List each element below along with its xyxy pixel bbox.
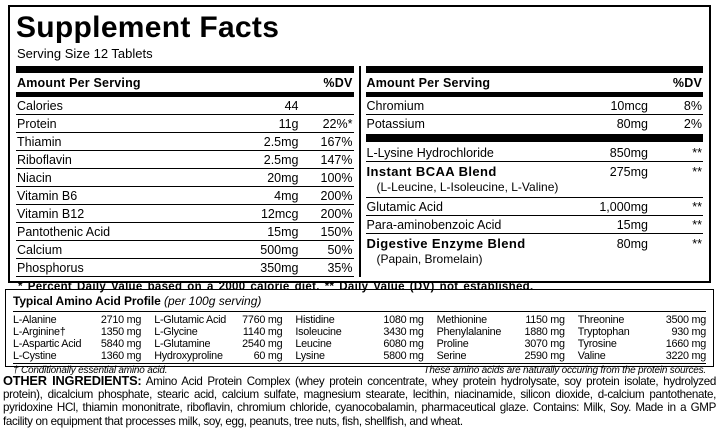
nutrient-name: Phosphorus — [17, 261, 84, 275]
amino-acid-table — [13, 312, 706, 363]
amino-name: L-Arginine† — [13, 326, 66, 338]
nutrient-name: Digestive Enzyme Blend — [366, 236, 526, 251]
nutrient-dv: 50% — [327, 243, 353, 257]
amino-value: 3070 mg — [524, 338, 565, 350]
nutrient-row — [366, 97, 704, 114]
nutrient-name: Potassium — [366, 117, 425, 131]
amino-value: 60 mg — [253, 350, 283, 362]
amino-value: 3220 mg — [665, 350, 706, 362]
nutrient-name: Glutamic Acid — [366, 200, 443, 214]
nutrient-name: Riboflavin — [17, 153, 72, 167]
other-ingredients-label: OTHER INGREDIENTS: — [3, 373, 142, 388]
nutrient-dv: 35% — [327, 261, 353, 275]
nutrient-row — [366, 114, 704, 132]
blend-components: (Papain, Bromelain) — [376, 252, 483, 266]
amino-row — [295, 338, 423, 350]
nutrient-rows-left — [16, 97, 354, 277]
amino-row — [295, 326, 423, 338]
amino-name: Leucine — [295, 338, 332, 350]
amino-row — [154, 338, 282, 350]
amino-row — [295, 350, 423, 362]
dv-label: %DV — [323, 76, 353, 90]
amino-name: Valine — [577, 350, 606, 362]
conditional-amino-note: † Conditionally essential amino acid. — [13, 365, 168, 376]
nutrient-amount: 500mg — [260, 243, 299, 257]
amino-name: L-Aspartic Acid — [13, 338, 82, 350]
divider-bar — [16, 66, 354, 73]
amino-row — [578, 314, 706, 326]
nutrient-dv: 8% — [683, 99, 702, 113]
nutrient-name: Thiamin — [17, 135, 62, 149]
nutrient-row — [366, 144, 704, 161]
amino-value: 1360 mg — [100, 350, 142, 362]
other-ingredients-paragraph — [3, 374, 716, 428]
nutrient-row — [16, 97, 354, 114]
nutrient-name: Calcium — [17, 243, 63, 257]
amino-row — [437, 350, 565, 362]
supplement-facts-panel — [8, 5, 711, 293]
nutrient-name: Niacin — [17, 171, 52, 185]
amino-name: Lysine — [295, 350, 325, 362]
nutrient-dv: ** — [692, 200, 702, 214]
nutrient-dv: 22%* — [322, 117, 353, 131]
natural-occurrence-note: These amino acids are naturally occuring from the protein sources. — [423, 365, 706, 376]
amino-value: 3430 mg — [383, 326, 424, 338]
column-header — [366, 73, 704, 92]
nutrient-dv: ** — [692, 165, 702, 179]
amount-per-serving-label: Amount Per Serving — [366, 76, 491, 90]
nutrient-amount: 350mg — [260, 261, 299, 275]
amino-value: 1350 mg — [100, 326, 142, 338]
amino-row — [295, 314, 423, 326]
amino-row — [578, 326, 706, 338]
nutrient-amount: 11g — [278, 117, 299, 131]
nutrient-dv: 200% — [320, 207, 353, 221]
nutrient-row — [16, 258, 354, 276]
other-ingredients-text: Amino Acid Protein Complex (whey protein concentrate, whey protein hydrolysate, soy protein isolate, hydrolyzed protein), dicalcium phosphate, stearic acid, calcium sulfate, magnesium stearate, lecithin, niacinamide, silicon dioxide, d-calcium pantothenate, pyridoxine HCl, thiamin mononitrate, riboflavin, chromium chloride, cyanocobalamin, pharmaceutical glaze. Contains: Milk, Soy. Made in a GMP facility on equipment that processes milk, soy, egg, peanuts, tree nuts, fish, shellfish, and wheat. — [3, 375, 716, 428]
amino-profile-title: Typical Amino Acid Profile — [13, 294, 161, 308]
nutrient-dv: 150% — [320, 225, 353, 239]
nutrient-amount: 12mcg — [260, 207, 299, 221]
amino-name: Methionine — [436, 314, 487, 326]
amount-per-serving-label: Amount Per Serving — [17, 76, 141, 90]
nutrient-row — [366, 215, 704, 233]
nutrient-name: Protein — [17, 117, 57, 131]
amino-row — [578, 350, 706, 362]
amino-row — [437, 338, 565, 350]
blend-components: (L-Leucine, L-Isoleucine, L-Valine) — [376, 180, 559, 194]
amino-value: 5840 mg — [100, 338, 142, 350]
panel-title: Supplement Facts — [16, 11, 280, 44]
amino-column — [295, 314, 423, 362]
nutrient-name: Calories — [17, 99, 63, 113]
nutrient-name: Vitamin B12 — [17, 207, 85, 221]
nutrient-amount: 80mg — [616, 117, 648, 131]
amino-value: 3500 mg — [665, 314, 706, 326]
serving-size: Serving Size 12 Tablets — [17, 46, 153, 61]
nutrient-dv: 200% — [320, 189, 353, 203]
nutrient-column-left — [16, 66, 354, 277]
amino-value: 2590 mg — [524, 350, 565, 362]
nutrient-dv: 100% — [320, 171, 353, 185]
nutrient-dv: ** — [692, 237, 702, 251]
amino-value: 930 mg — [671, 326, 706, 338]
nutrient-dv: 147% — [320, 153, 353, 167]
nutrient-column-right — [366, 66, 704, 277]
nutrient-amount: 15mg — [616, 218, 648, 232]
amino-profile-subtitle: (per 100g serving) — [164, 294, 262, 308]
amino-name: Threonine — [577, 314, 625, 326]
amino-column — [154, 314, 282, 362]
amino-name: Proline — [436, 338, 469, 350]
amino-column — [13, 314, 141, 362]
amino-row — [13, 314, 141, 326]
nutrient-amount: 2.5mg — [263, 153, 299, 167]
nutrient-name: Chromium — [366, 99, 425, 113]
dv-label: %DV — [672, 76, 702, 90]
amino-value: 1150 mg — [525, 314, 565, 326]
amino-value: 1080 mg — [383, 314, 424, 326]
nutrient-amount: 850mg — [609, 146, 648, 160]
amino-value: 1880 mg — [524, 326, 565, 338]
amino-row — [154, 350, 282, 362]
amino-name: Serine — [436, 350, 467, 362]
nutrient-row — [16, 222, 354, 240]
nutrient-amount: 10mcg — [610, 99, 648, 113]
amino-value: 2540 mg — [242, 338, 283, 350]
nutrient-amount: 2.5mg — [263, 135, 299, 149]
amino-value: 1660 mg — [665, 338, 706, 350]
amino-name: Tryptophan — [577, 326, 630, 338]
amino-column — [578, 314, 706, 362]
nutrient-dv: ** — [692, 218, 702, 232]
amino-row — [437, 314, 565, 326]
amino-name: Histidine — [295, 314, 335, 326]
divider-bar — [366, 134, 704, 142]
nutrient-row — [16, 150, 354, 168]
nutrient-name: Vitamin B6 — [17, 189, 78, 203]
nutrient-amount: 275mg — [609, 165, 648, 179]
nutrient-name: Instant BCAA Blend — [366, 164, 497, 179]
amino-name: L-Cystine — [13, 350, 57, 362]
amino-name: L-Glutamine — [154, 338, 211, 350]
amino-name: Hydroxyproline — [154, 350, 223, 362]
nutrient-dv: 2% — [683, 117, 702, 131]
nutrient-row — [16, 132, 354, 150]
amino-row — [13, 338, 141, 350]
divider-bar — [366, 66, 704, 73]
amino-name: L-Alanine — [13, 314, 57, 326]
amino-name: Isoleucine — [295, 326, 342, 338]
nutrient-row — [16, 114, 354, 132]
nutrient-name: Pantothenic Acid — [17, 225, 111, 239]
amino-row — [13, 326, 141, 338]
amino-name: L-Glycine — [154, 326, 198, 338]
nutrient-row — [366, 197, 704, 215]
nutrient-row — [366, 161, 704, 180]
nutrient-amount: 44 — [284, 99, 299, 113]
amino-name: Tyrosine — [577, 338, 617, 350]
amino-name: Phenylalanine — [436, 326, 502, 338]
column-divider — [359, 66, 361, 277]
nutrient-dv: 167% — [320, 135, 353, 149]
amino-value: 7760 mg — [242, 314, 283, 326]
amino-row — [13, 350, 141, 362]
amino-profile-header — [13, 293, 706, 312]
amino-acid-profile-box — [5, 289, 714, 376]
amino-value: 1140 mg — [242, 326, 283, 338]
nutrient-amount: 20mg — [267, 171, 299, 185]
nutrient-name: Para-aminobenzoic Acid — [366, 218, 502, 232]
nutrient-row — [366, 233, 704, 252]
nutrient-row — [16, 240, 354, 258]
amino-row — [437, 326, 565, 338]
amino-value: 6080 mg — [383, 338, 424, 350]
nutrient-amount: 1,000mg — [599, 200, 648, 214]
nutrient-row — [16, 168, 354, 186]
amino-value: 5800 mg — [383, 350, 424, 362]
amino-row — [154, 326, 282, 338]
nutrient-dv: ** — [692, 146, 702, 160]
nutrient-amount: 80mg — [616, 237, 648, 251]
amino-name: L-Glutamic Acid — [154, 314, 227, 326]
amino-row — [154, 314, 282, 326]
column-header — [16, 73, 354, 92]
amino-value: 2710 mg — [100, 314, 142, 326]
amino-column — [437, 314, 565, 362]
dv-footnote: * Percent Daily Value based on a 2000 calorie diet. ** Daily Value (DV) not established. — [18, 281, 534, 293]
nutrient-amount: 4mg — [274, 189, 299, 203]
nutrient-row — [16, 186, 354, 204]
nutrient-row — [16, 204, 354, 222]
nutrient-columns — [16, 66, 703, 277]
nutrient-amount: 15mg — [267, 225, 299, 239]
amino-row — [578, 338, 706, 350]
nutrient-name: L-Lysine Hydrochloride — [366, 146, 494, 160]
